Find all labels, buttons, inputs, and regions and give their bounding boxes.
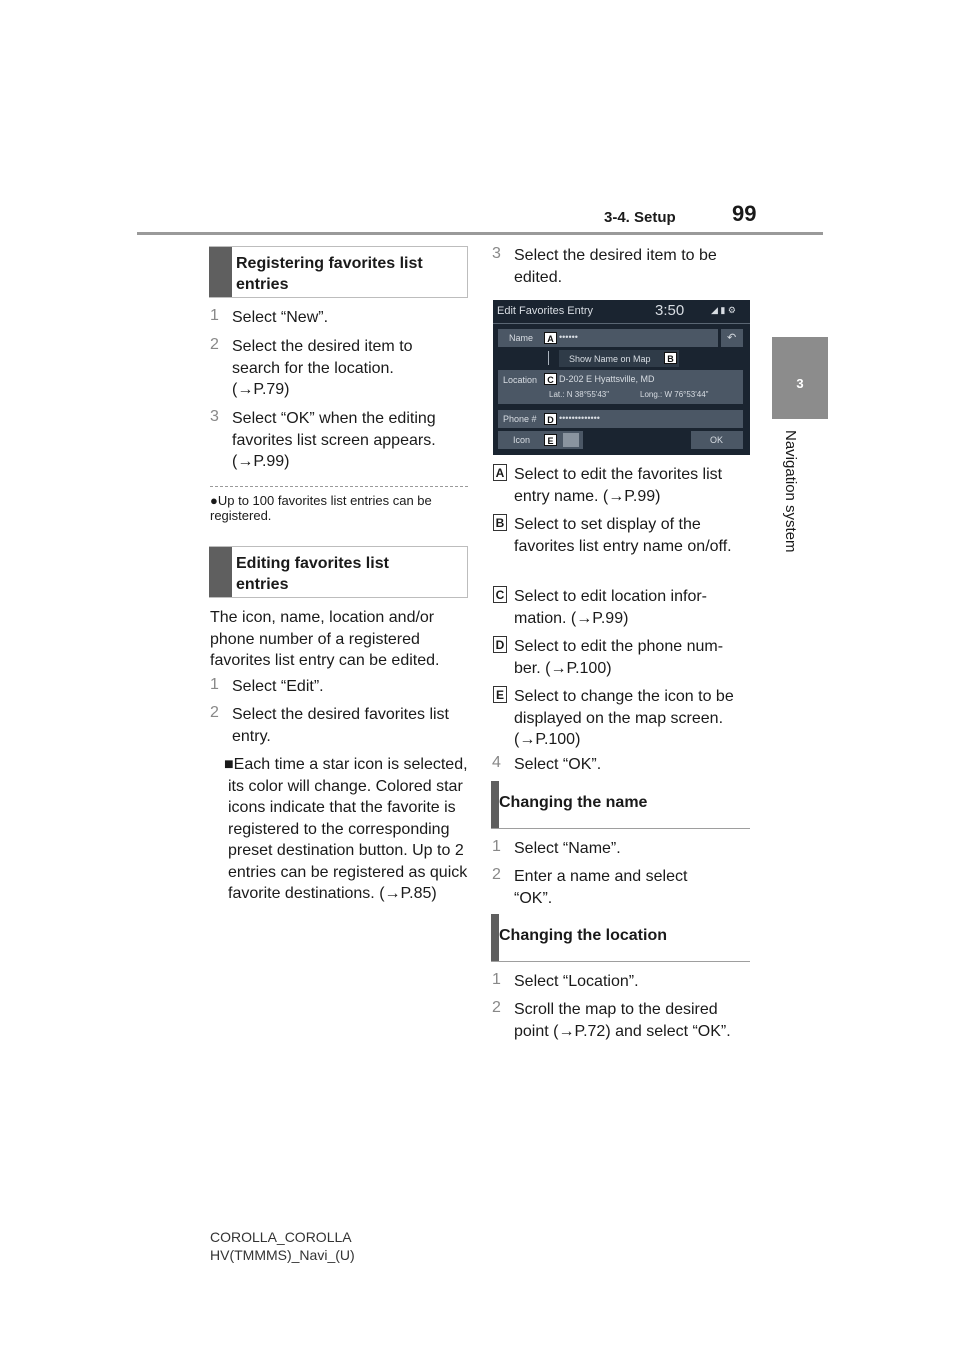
name-label: Name [509, 333, 534, 343]
heading-text: Changing the location [499, 927, 667, 944]
item-text: Select to edit the phone num-ber. (→P.100) [514, 638, 724, 677]
chapter-tab: 3 [772, 337, 828, 419]
bullet-star-icons: ■Each time a star icon is selected, its color will change. Colored star icons indicate that the favorite is registered to the corresponding preset destination button. Up to 2 entries can be registered as quick favorite destinations. (→P.85) [224, 756, 468, 902]
heading-changing-name [491, 781, 750, 829]
edit-favorites-screen [493, 300, 750, 455]
header-rule [137, 232, 823, 235]
callout-a: A [544, 332, 557, 344]
step-number: 2 [210, 336, 219, 353]
callout-c: C [544, 373, 557, 385]
screen-clock: 3:50 [655, 302, 685, 319]
heading-text: Registering favorites list entries [236, 255, 423, 293]
step-number: 2 [492, 866, 501, 883]
longitude: Long.: W 76°53'44" [640, 390, 709, 399]
step-number: 1 [492, 838, 501, 855]
letter-e: E [493, 686, 507, 703]
chapter-label: Navigation system [782, 430, 799, 553]
step-number: 3 [492, 245, 501, 262]
latitude: Lat.: N 38°55'43" [549, 390, 610, 399]
step-text: Select “Edit”. [232, 678, 324, 695]
heading-text: Editing favorites list entries [236, 555, 389, 593]
letter-b: B [493, 514, 507, 531]
phone-value: ••••••••••••• [559, 413, 600, 423]
step-number: 2 [210, 704, 219, 721]
heading-text: Changing the name [499, 794, 648, 811]
footer-line-2: HV(TMMMS)_Navi_(U) [210, 1247, 355, 1263]
heading-bar [209, 247, 232, 297]
item-text: Select to edit the favorites list entry name. (→P.99) [514, 466, 723, 505]
screen-title: Edit Favorites Entry [497, 305, 593, 317]
step-number: 1 [210, 676, 219, 693]
step-number: 4 [492, 754, 501, 771]
step-text: Select “New”. [232, 309, 329, 326]
step-text: Select “Location”. [514, 973, 639, 990]
step-text: Select the desired favorites list entry. [232, 706, 449, 745]
note: ●Up to 100 favorites list entries can be registered. [210, 493, 432, 523]
show-name-label: Show Name on Map [569, 354, 651, 364]
map-icon [563, 433, 579, 447]
item-text: Select to change the icon to be displayed on the map screen. (→P.100) [514, 688, 734, 748]
footer-line-1: COROLLA_COROLLA [210, 1229, 352, 1245]
toggle-indicator [548, 351, 549, 365]
section-title: 3-4. Setup [604, 209, 676, 226]
status-icons: ◢ ▮ ⚙ [711, 305, 736, 315]
step-text: Select the desired item to search for the location. (→P.79) [232, 338, 413, 398]
step-text: Select “OK” when the editing favorites list screen appears. (→P.99) [232, 410, 436, 470]
callout-d: D [544, 413, 557, 425]
heading-bar [491, 914, 499, 961]
intro-text: The icon, name, location and/or phone number of a registered favorites list entry can be edited. [210, 609, 440, 669]
step-text: Select the desired item to be edited. [514, 247, 717, 286]
footer [210, 1228, 355, 1264]
callout-b: B [664, 352, 677, 364]
callout-e: E [544, 434, 557, 446]
heading-editing [209, 546, 468, 598]
location-value: D-202 E Hyattsville, MD [559, 374, 655, 384]
item-text: Select to edit location infor-mation. (→P.99) [514, 588, 707, 627]
step-text: Select “Name”. [514, 840, 621, 857]
heading-registering [209, 246, 468, 298]
heading-bar [209, 547, 232, 597]
step-number: 1 [492, 971, 501, 988]
note-divider [210, 486, 468, 487]
page-number: 99 [732, 201, 757, 226]
step-number: 1 [210, 307, 219, 324]
letter-d: D [493, 636, 507, 653]
letter-a: A [493, 464, 507, 481]
step-text: Scroll the map to the desired point (→P.72) and select “OK”. [514, 1001, 731, 1040]
phone-label: Phone # [503, 414, 537, 424]
step-number: 3 [210, 408, 219, 425]
name-value: •••••• [559, 332, 578, 342]
back-icon: ↶ [727, 332, 737, 344]
heading-changing-location [491, 914, 750, 962]
step-text: Select “OK”. [514, 756, 602, 773]
heading-bar [491, 781, 499, 828]
item-text: Select to set display of the favorites list entry name on/off. [514, 516, 732, 555]
step-number: 2 [492, 999, 501, 1016]
icon-label: Icon [513, 435, 531, 445]
step-text: Enter a name and select “OK”. [514, 868, 688, 907]
ok-label: OK [710, 435, 724, 445]
location-label: Location [503, 375, 538, 385]
screen-divider [493, 323, 750, 324]
letter-c: C [493, 586, 507, 603]
